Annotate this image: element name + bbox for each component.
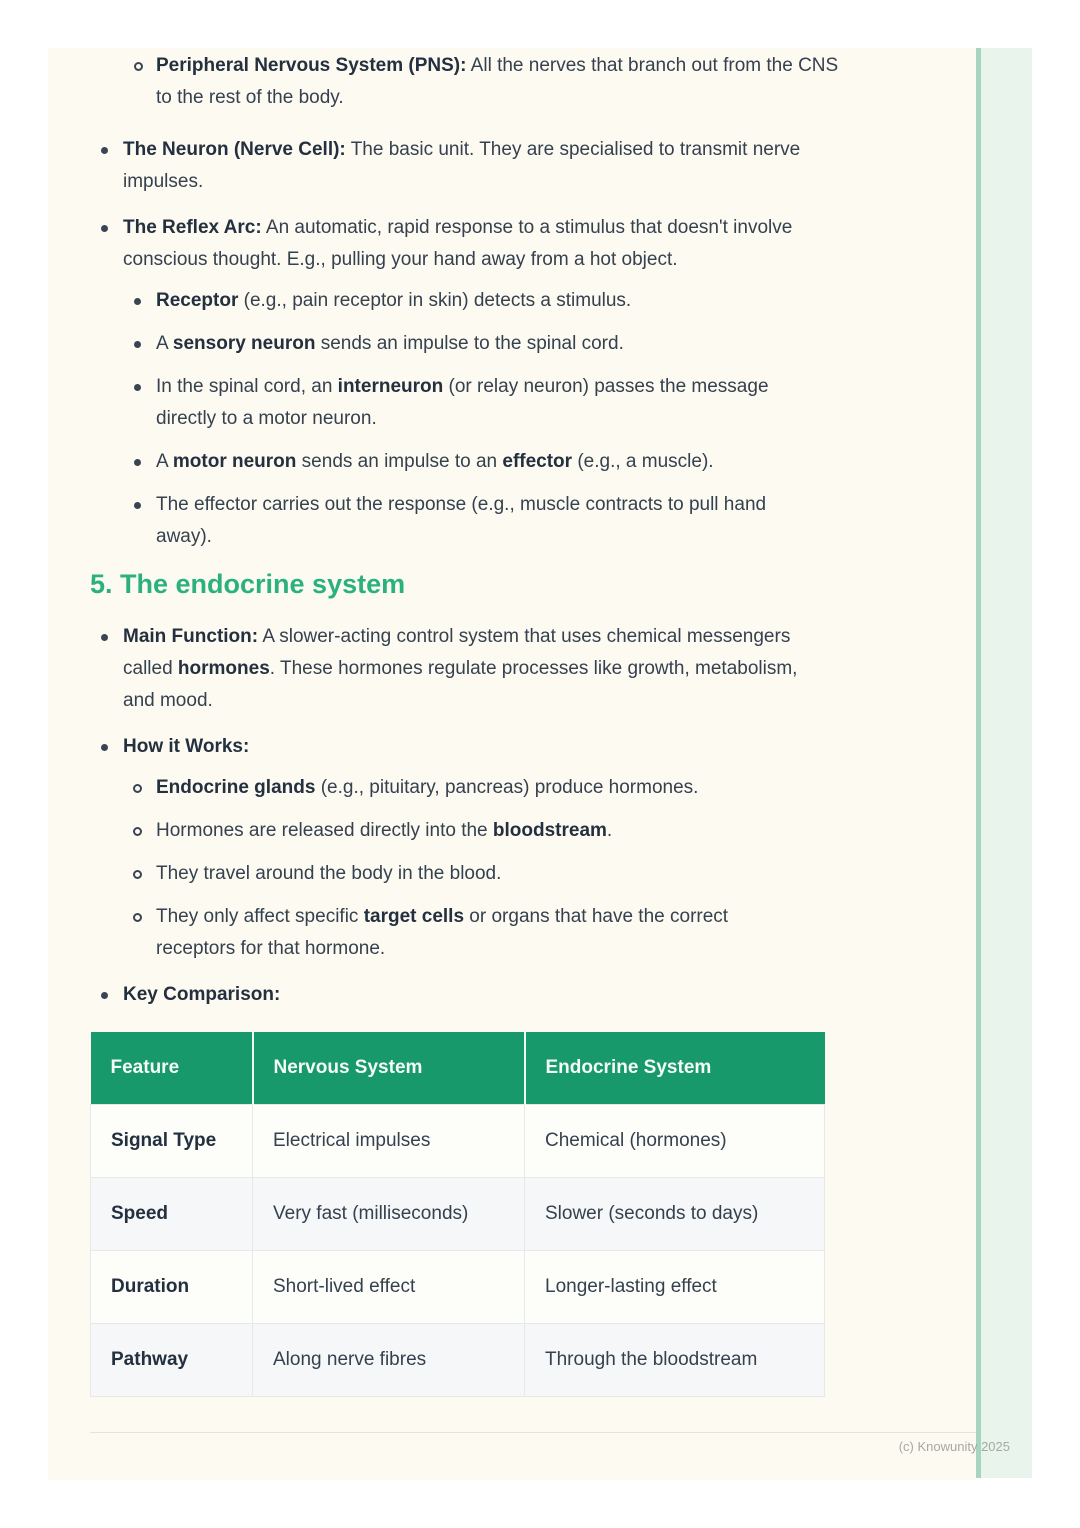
list-item <box>123 489 801 553</box>
value-cell: Chemical (hormones) <box>525 1105 825 1178</box>
copyright-text: (c) Knowunity 2025 <box>898 1439 1010 1454</box>
text-segment: The effector carries out the response (e.g., muscle contracts to pull hand away). <box>156 494 767 547</box>
feature-cell: Pathway <box>91 1324 253 1397</box>
value-cell: Through the bloodstream <box>525 1324 825 1397</box>
bold-text-segment: The Neuron (Nerve Cell): <box>123 139 346 160</box>
list-item <box>123 446 801 478</box>
green-sidebar-strip <box>976 48 1032 1478</box>
list-item <box>90 979 801 1011</box>
table-header-cell: Nervous System <box>253 1032 525 1105</box>
bold-text-segment: The Reflex Arc: <box>123 217 262 238</box>
bold-text-segment: target cells <box>363 906 465 927</box>
feature-cell: Signal Type <box>91 1105 253 1178</box>
bold-text-segment: effector <box>502 451 573 472</box>
text-segment: All the nerves that branch out from the CNS to the rest of the body. <box>156 55 839 108</box>
feature-cell: Duration <box>91 1251 253 1324</box>
bold-text-segment: How it Works: <box>123 736 250 757</box>
section-heading: 5. The endocrine system <box>90 569 406 599</box>
text-segment: (e.g., pain receptor in skin) detects a stimulus. <box>238 290 632 311</box>
comparison-table-head <box>91 1032 825 1105</box>
table-row <box>91 1251 825 1324</box>
table-row <box>91 1178 825 1251</box>
bold-text-segment: sensory neuron <box>172 333 316 354</box>
text-segment: (e.g., pituitary, pancreas) produce hormones. <box>315 777 699 798</box>
text-segment: An automatic, rapid response to a stimulus that doesn't involve conscious thought. E.g., pulling your hand away from a hot object. <box>123 217 793 270</box>
table-row <box>91 1105 825 1178</box>
pns-sub-bullet-list <box>90 50 976 114</box>
comparison-table <box>90 1032 825 1397</box>
bold-text-segment: interneuron <box>337 376 444 397</box>
text-segment: Hormones are released directly into the <box>156 820 493 841</box>
list-item <box>90 212 801 553</box>
table-row <box>91 1324 825 1397</box>
value-cell: Very fast (milliseconds) <box>253 1178 525 1251</box>
value-cell: Longer-lasting effect <box>525 1251 825 1324</box>
bold-text-segment: Receptor <box>156 290 239 311</box>
table-header-row <box>91 1032 825 1105</box>
bold-text-segment: bloodstream <box>492 820 607 841</box>
bold-text-segment: motor neuron <box>172 451 297 472</box>
value-cell: Along nerve fibres <box>253 1324 525 1397</box>
text-segment: (or relay neuron) passes the message directly to a motor neuron. <box>156 376 769 429</box>
text-segment: sends an impulse to the spinal cord. <box>315 333 624 354</box>
list-item <box>123 815 801 847</box>
list-item <box>90 134 801 198</box>
nested-list <box>123 285 801 553</box>
feature-cell: Speed <box>91 1178 253 1251</box>
list-item <box>123 901 801 965</box>
bold-text-segment: Endocrine glands <box>156 777 316 798</box>
list-item <box>123 858 801 890</box>
list-item <box>123 328 801 360</box>
value-cell: Electrical impulses <box>253 1105 525 1178</box>
notes-page-card <box>48 48 976 1480</box>
list-item <box>123 285 801 317</box>
nested-list <box>123 772 801 965</box>
text-segment: They only affect specific <box>156 906 364 927</box>
table-header-cell: Endocrine System <box>525 1032 825 1105</box>
table-header-cell: Feature <box>91 1032 253 1105</box>
page-content <box>48 48 976 1433</box>
value-cell: Slower (seconds to days) <box>525 1178 825 1251</box>
text-segment: A <box>156 451 173 472</box>
bold-text-segment: Peripheral Nervous System (PNS): <box>156 55 467 76</box>
text-segment: In the spinal cord, an <box>156 376 338 397</box>
value-cell: Short-lived effect <box>253 1251 525 1324</box>
text-segment: or organs that have the correct receptors for that hormone. <box>156 906 729 959</box>
comparison-table-body <box>91 1105 825 1397</box>
footer-divider <box>90 1432 976 1433</box>
text-segment: A <box>156 333 173 354</box>
text-segment: sends an impulse to an <box>296 451 503 472</box>
bold-text-segment: hormones <box>177 658 270 679</box>
bold-text-segment: Main Function: <box>123 626 259 647</box>
text-segment: (e.g., a muscle). <box>572 451 714 472</box>
nervous-system-bullet-list <box>90 134 976 553</box>
bold-text-segment: Key Comparison: <box>123 984 281 1005</box>
endocrine-system-bullet-list <box>90 621 976 1011</box>
text-segment: . <box>606 820 613 841</box>
list-item <box>90 731 801 965</box>
text-segment: A slower-acting control system that uses chemical messengers called <box>123 626 791 679</box>
text-segment: . These hormones regulate processes like growth, metabolism, and mood. <box>123 658 798 711</box>
list-item <box>123 371 801 435</box>
list-item <box>90 621 801 717</box>
text-segment: The basic unit. They are specialised to transmit nerve impulses. <box>123 139 801 192</box>
list-item <box>90 50 846 114</box>
text-segment: They travel around the body in the blood. <box>156 863 502 884</box>
list-item <box>123 772 801 804</box>
